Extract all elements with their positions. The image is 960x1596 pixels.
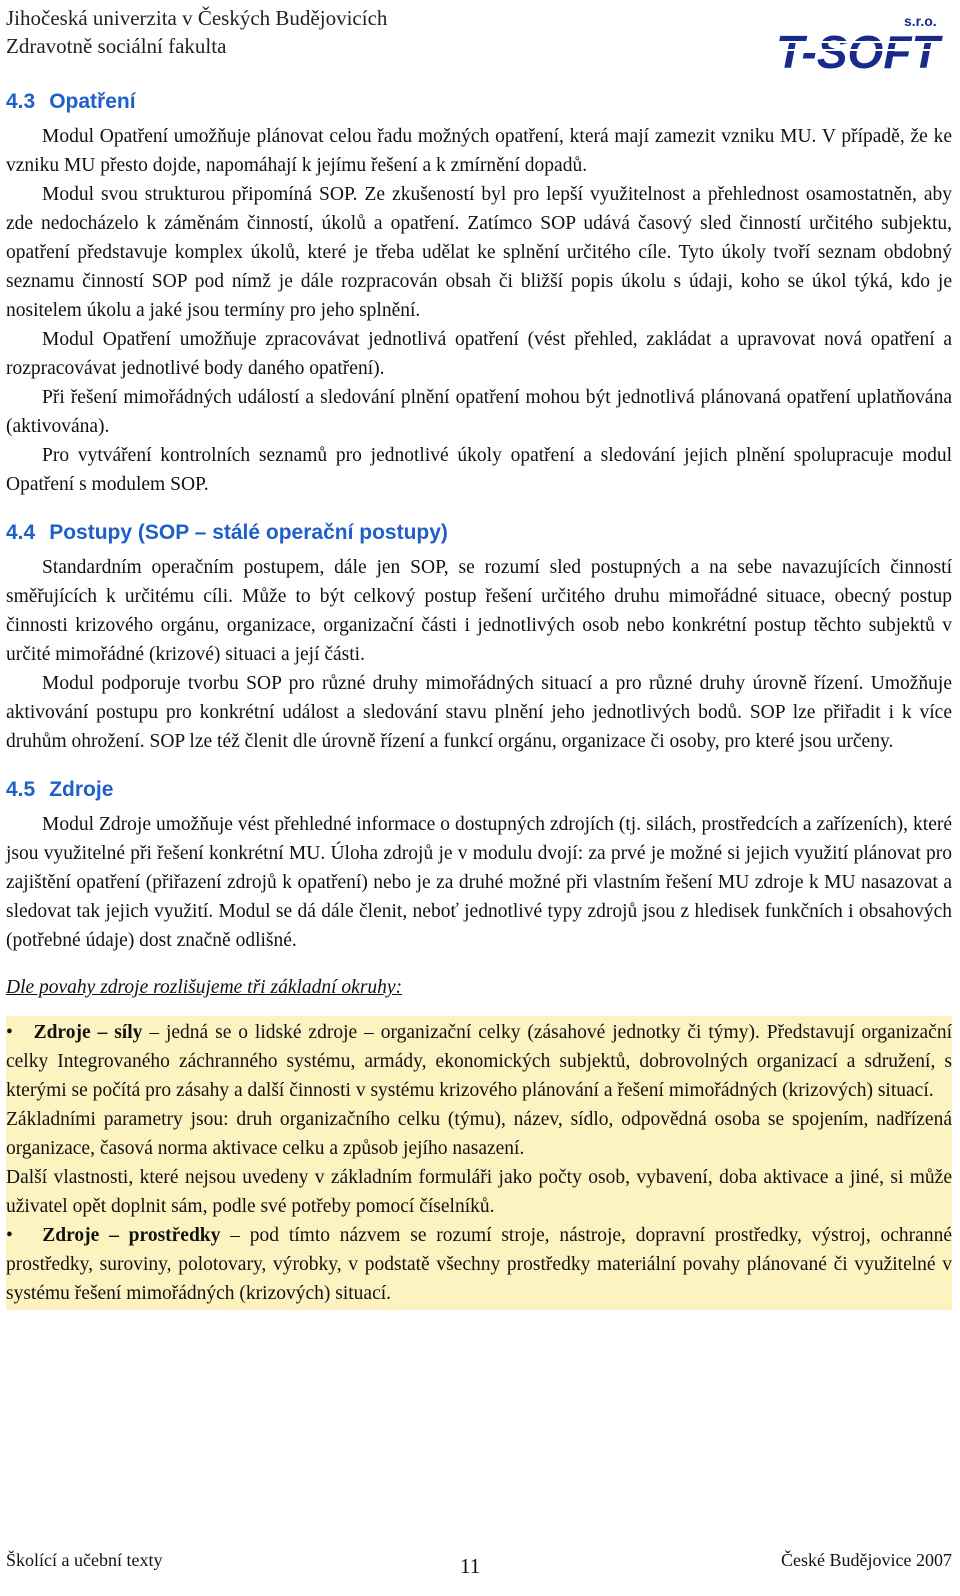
- paragraph: Modul Zdroje umožňuje vést přehledné informace o dostupných zdrojích (tj. silách, prostředcích a zařízeních), které jsou využitelné při řešení konkrétní MU. Úloha zdrojů je v modulu dvojí: za prvé je možné si jejich využití plánovat pro zajištění opatření (přiřazení zdrojů k opatření) nebo je za druhé možné při vlastním řešení MU zdroje k MU nasazovat a sledovat tak jejich využití. Modul se dá dále členit, neboť jednotlivé typy zdrojů jsou z hledisek funkčních i obsahových (potřebné údaje) dost značně odlišné.: [6, 814, 952, 951]
- resource-types-note: Dle povahy zdroje rozlišujeme tři základní okruhy:: [6, 977, 403, 998]
- section-heading: [6, 90, 952, 114]
- bullet-text: – pod tímto názvem se rozumí stroje, nástroje, dopravní prostředky, výstroj, ochranné prostředky, suroviny, polotovary, výrobky, v podstatě všechny prostředky materiální povahy plánované či využitelné v systému řešení mimořádných (krizových) situací.: [6, 1225, 952, 1304]
- footer-right: České Budějovice 2007: [781, 1550, 952, 1570]
- paragraph: Při řešení mimořádných událostí a sledování plnění opatření mohou být jednotlivá plánovaná opatření uplatňována (aktivována).: [6, 387, 952, 437]
- paragraph: Základními parametry jsou: druh organizačního celku (týmu), název, sídlo, odpovědná osoba se spojením, nadřízená organizace, časová norma aktivace celku a způsob jejího nasazení.: [6, 1109, 952, 1159]
- bullet-text: – jedná se o lidské zdroje – organizační celky (zásahové jednotky či týmy). Představují organizační celky Integrovaného záchranného systému, armády, ekonomických subjektů, dobrovolných organizací a sdružení, s kterými se počítá pro zásahy a další činnosti v systému krizového plánování a řešení mimořádných (krizových) situací.: [6, 1022, 953, 1101]
- paragraph: Standardním operačním postupem, dále jen SOP, se rozumí sled postupných a na sebe navazujících činností směřujících k určitému cíli. Může to být celkový postup řešení určitého druhu mimořádné situace, obecný postup činnosti krizového orgánu, organizace, organizační části i jednotlivých osob nebo konkrétní postup těchto subjektů v určité mimořádné (krizové) situaci a její části.: [6, 557, 952, 665]
- bullet-term: Zdroje – prostředky: [42, 1225, 221, 1246]
- page-footer: [6, 1540, 952, 1580]
- tsoft-logo: [776, 12, 956, 74]
- section-number: 4.4: [6, 521, 36, 544]
- section-heading: [6, 778, 952, 802]
- paragraph: Modul svou strukturou připomíná SOP. Ze zkušeností byl pro lepší využitelnost a přehlednost osamostatněn, aby zde nedocházelo k záměnám činností, úkolů a opatření. Zatímco SOP udává časový sled činností určitého subjektu, opatření představuje komplex úkolů, které je třeba udělat ke splnění určitého cíle. Tyto úkoly tvoří seznam obdobný seznamu činností SOP pod nímž je dále rozpracován obsah či bližší popis úkolu s údaji, koho se úkol týká, kdo je nositelem úkolu a jaké jsou termíny pro jeho splnění.: [6, 184, 952, 321]
- section-title: Postupy (SOP – stálé operační postupy): [49, 521, 448, 544]
- section-number: 4.3: [6, 90, 36, 113]
- section-heading: [6, 521, 952, 545]
- section-title: Zdroje: [49, 778, 114, 801]
- bullet-icon: •: [6, 1225, 13, 1246]
- paragraph: Modul Opatření umožňuje plánovat celou řadu možných opatření, která mají zamezit vzniku MU. V případě, že ke vzniku MU přesto dojde, napomáhají k jejímu řešení a k zmírnění dopadů.: [6, 126, 952, 176]
- paragraph: Modul Opatření umožňuje zpracovávat jednotlivá opatření (vést přehled, zakládat a upravovat nová opatření a rozpracovávat jednotlivé body daného opatření).: [6, 329, 952, 379]
- faculty-name: Zdravotně sociální fakulta: [6, 34, 227, 58]
- paragraph: Další vlastnosti, které nejsou uvedeny v základním formuláři jako počty osob, vybavení, doba aktivace a jiné, si může uživatel opět doplnit sám, podle své potřeby pomocí číselníků.: [6, 1167, 952, 1217]
- section-number: 4.5: [6, 778, 36, 801]
- university-name: Jihočeská univerzita v Českých Budějovicích: [6, 6, 388, 30]
- paragraph: Pro vytváření kontrolních seznamů pro jednotlivé úkoly opatření a sledování jejich plnění spolupracuje modul Opatření s modulem SOP.: [6, 445, 952, 495]
- page-header: [0, 0, 960, 74]
- section-title: Opatření: [49, 90, 136, 113]
- document-body: [6, 80, 952, 1310]
- logo-text: T-SOFT: [776, 26, 940, 74]
- paragraph: Modul podporuje tvorbu SOP pro různé druhy mimořádných situací a pro různé druhy úrovně řízení. Umožňuje aktivování postupu pro konkrétní událost a sledování stavu plnění jeho jednotlivých bodů. SOP lze přiřadit i k více druhům ohrožení. SOP lze též členit dle úrovně řízení a funkcí orgánu, organizace či osoby, pro které jsou určeny.: [6, 673, 952, 752]
- logo-suffix: s.r.o.: [904, 13, 937, 29]
- bullet-item-forces: [6, 1018, 952, 1105]
- bullet-item-means: [6, 1221, 952, 1308]
- bullet-term: Zdroje – síly: [33, 1022, 143, 1043]
- footer-left: Školící a učební texty: [6, 1550, 163, 1570]
- page-number: 11: [460, 1554, 481, 1578]
- highlight-box: [6, 1016, 952, 1310]
- bullet-icon: •: [6, 1022, 13, 1043]
